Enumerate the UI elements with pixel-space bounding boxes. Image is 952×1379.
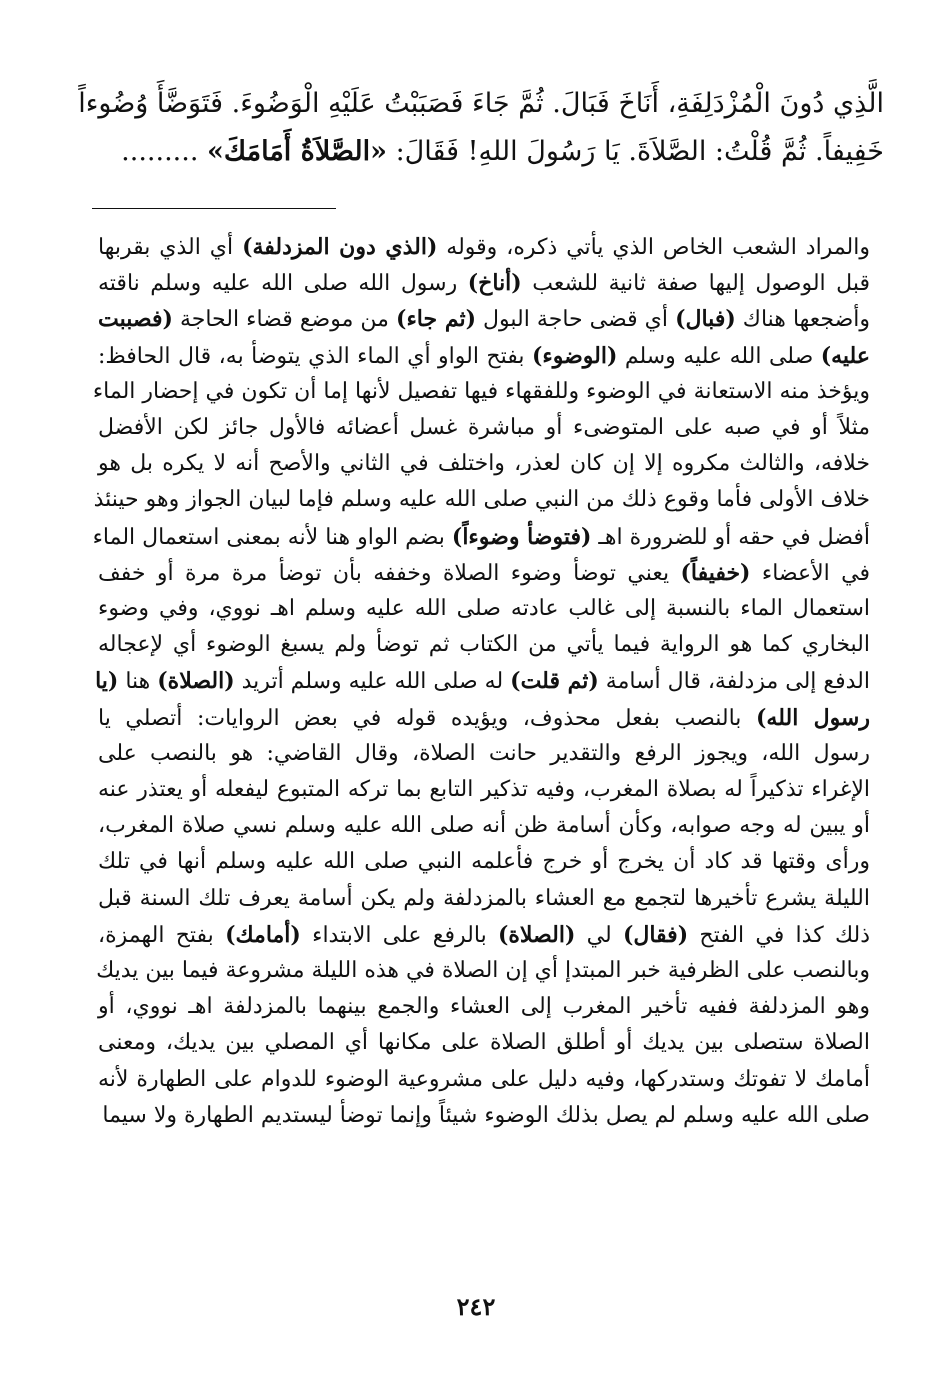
bold-term: (فتوضأ وضوءاً) xyxy=(451,523,592,550)
commentary-line: البخاري كما هو الرواية فيما يأتي من الكتاب ثم توضأ ولم يسبغ الوضوء أي لإعجاله xyxy=(98,632,870,658)
hadith-line-2-text: خَفِيفاً. ثُمَّ قُلْتُ: الصَّلاَةَ. يَا رَسُولَ اللهِ! فَقَالَ: xyxy=(395,136,884,167)
bold-term: (الصلاة) xyxy=(497,921,576,948)
commentary-line: والمراد الشعب الخاص الذي يأتي ذكره، وقوله (الذي دون المزدلفة) أي الذي بقربها xyxy=(98,234,870,260)
commentary-line: الدفع إلى مزدلفة، قال أسامة (ثم قلت) له صلى الله عليه وسلم أتريد (الصلاة) هنا (يا xyxy=(95,668,870,695)
commentary-line: رسول الله) بالنصب بفعل محذوف، ويؤيده قوله في بعض الروايات: أتصلي يا xyxy=(98,704,870,731)
bold-term: (أمامك) xyxy=(225,921,301,948)
commentary-line: رسول الله، ويجوز الرفع والتقدير حانت الصلاة، وقال القاضي: هو بالنصب على xyxy=(98,740,870,766)
commentary-line: وأضجعها هناك (فبال) أي قضى حاجة البول (ثم جاء) من موضع قضاء الحاجة (فصببت xyxy=(98,306,871,333)
hadith-line-1-text: الَّذِي دُونَ الْمُزْدَلِفَةِ، أَنَاخَ فَبَالَ. ثُمَّ جَاءَ فَصَبَبْتُ عَلَيْهِ الْوَضُوءَ. فَتَوَضَّأَ وُضُوءاً xyxy=(78,88,884,119)
commentary-line: وبالنصب على الظرفية خبر المبتدإ أي إن الصلاة في هذه الليلة مشروعة فيما بين يديك xyxy=(96,958,870,983)
bold-term: (فقال) xyxy=(622,921,689,948)
bold-term: (فصببت xyxy=(98,306,173,333)
bold-term: (خفيفاً) xyxy=(680,559,751,586)
commentary-line: أمامك لا تفوتك وستدركها، وفيه دليل على مشروعية الوضوء للدوام على الطهارة لأنه xyxy=(98,1066,870,1092)
hadith-line-2-quote: «الصَّلاَةُ أَمَامَكَ» xyxy=(207,136,387,167)
commentary-line: الصلاة ستصلى بين يديك أو أطلق الصلاة على مكانها أي المصلي بين يديك، ومعنى xyxy=(98,1030,870,1056)
commentary-line: الليلة يشرع تأخيرها لتجمع مع العشاء بالمزدلفة ولم يكن أسامة يعرف تلك السنة قبل xyxy=(98,885,870,911)
bold-term: (يا xyxy=(95,668,119,695)
commentary-line: خلافه، والثالث مكروه إلا إن كان لعذر، واختلف في الثاني والأصح أنه لا يكره بل هو xyxy=(98,451,870,477)
bold-term: (ثم قلت) xyxy=(510,668,599,695)
hadith-text-line-2 xyxy=(92,136,884,167)
page-number: ٢٤٢ xyxy=(456,1292,496,1321)
commentary-line: ذلك كذا في الفتح (فقال) لي (الصلاة) بالرفع على الابتداء (أمامك) بفتح الهمزة، xyxy=(98,921,870,948)
bold-term: عليه) xyxy=(820,342,870,369)
commentary-line: مثلاً أو في صبه على المتوضىء أو مباشرة غسل أعضائه فالأول جائز لكن الأفضل xyxy=(98,415,870,440)
commentary-line: الإغراء تذكيراً له بصلاة المغرب، وفيه تذكير التابع بما تركه المتبوع ليفعله أو يعتذر عنه xyxy=(98,777,870,802)
commentary-line: عليه) صلى الله عليه وسلم (الوضوء) بفتح الواو أي الماء الذي يتوضأ به، قال الحافظ: xyxy=(98,342,870,369)
bold-term: رسول الله) xyxy=(756,704,870,731)
commentary-line: في الأعضاء (خفيفاً) يعني توضأ وضوء الصلاة وخففه بأن توضأ مرة مرة أو خفف xyxy=(98,559,870,586)
commentary-line: أفضل في حقه أو للضرورة اهـ (فتوضأ وضوءاً) بضم الواو هنا لأنه بمعنى استعمال الماء xyxy=(92,523,870,550)
bold-term: (ثم جاء) xyxy=(396,306,476,333)
commentary-line: قبل الوصول إليها صفة ثانية للشعب (أناخ) رسول الله صلى الله عليه وسلم ناقته xyxy=(98,270,870,297)
commentary-line: صلى الله عليه وسلم لم يصل بذلك الوضوء شيئاً وإنما توضأ ليستديم الطهارة ولا سيما xyxy=(102,1102,870,1128)
commentary-line: استعمال الماء بالنسبة إلى غالب عادته صلى الله عليه وسلم اهـ نووي، وفي وضوء xyxy=(98,596,870,621)
bold-term: (الوضوء) xyxy=(531,342,618,369)
bold-term: (أناخ) xyxy=(467,270,522,297)
bold-term: (الصلاة) xyxy=(157,668,235,695)
commentary-line: أو يبين له وجه صوابه، وكأن أسامة ظن أنه صلى الله عليه وسلم نسي صلاة المغرب، xyxy=(98,813,870,839)
bold-term: (فبال) xyxy=(675,306,736,333)
footnote-separator xyxy=(92,208,336,209)
bold-term: (الذي دون المزدلفة) xyxy=(242,234,438,260)
commentary-line: خلاف الأولى فأما وقوع ذلك من النبي صلى الله عليه وسلم فإما لبيان الجواز وهو حينئذ xyxy=(93,487,870,513)
commentary-line: ورأى وقتها قد كاد أن يخرج أو خرج فأعلمه النبي صلى الله عليه وسلم أنها في تلك xyxy=(98,849,870,875)
hadith-line-2-dots: ......... xyxy=(121,136,199,167)
hadith-text-line-1 xyxy=(78,88,884,119)
commentary-line: ويؤخذ منه الاستعانة في الوضوء وللفقهاء فيها تفصيل لأنها إما أن تكون في إحضار الماء xyxy=(92,378,870,404)
commentary-line: وهو المزدلفة ففيه تأخير المغرب إلى العشاء والجمع بينهما بالمزدلفة اهـ نووي، أو xyxy=(98,994,870,1020)
